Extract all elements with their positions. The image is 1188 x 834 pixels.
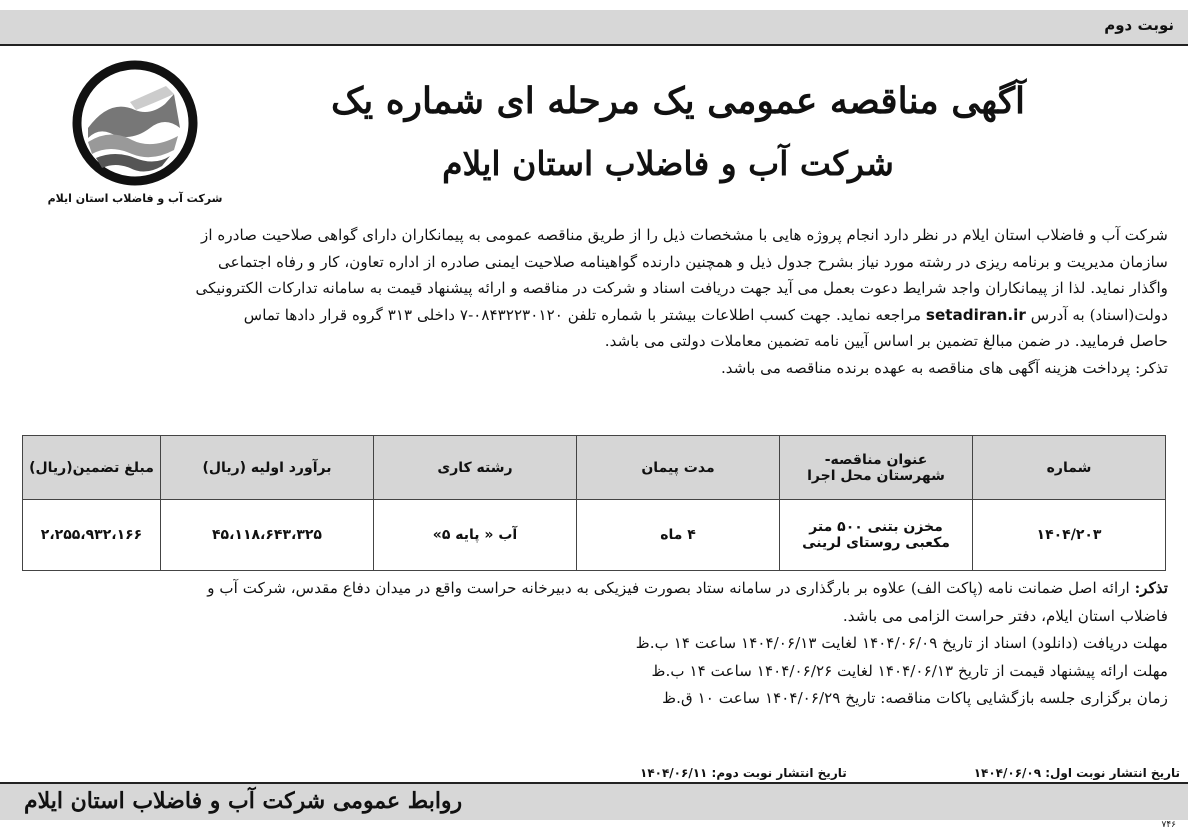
col-number: شماره xyxy=(973,436,1166,500)
publication-second: تاریخ انتشار نوبت دوم: ۱۴۰۴/۰۶/۱۱ xyxy=(640,766,847,780)
opening-session: زمان برگزاری جلسه بازگشایی پاکات مناقصه: تاریخ ۱۴۰۴/۰۶/۲۹ ساعت ۱۰ ق.ظ xyxy=(662,689,1168,707)
footer-text: روابط عمومی شرکت آب و فاضلاب استان ایلام xyxy=(24,788,463,814)
notes-section xyxy=(20,575,1168,713)
cell-guarantee: ۲،۲۵۵،۹۳۲،۱۶۶ xyxy=(23,500,161,571)
company-title: شرکت آب و فاضلاب استان ایلام xyxy=(442,144,894,183)
footer-bar xyxy=(0,782,1188,820)
col-field: رشته کاری xyxy=(374,436,577,500)
cell-title-line1: مخزن بتنی ۵۰۰ متر xyxy=(809,519,943,535)
cell-field: آب « پایه ۵» xyxy=(374,500,577,571)
body-line: سازمان مدیریت و برنامه ریزی در رشته مورد نیاز بشرح جدول ذیل و همچنین دارنده گواهینامه صلاحیت ایمنی صادره از اداره تعاون، کار و رفاه اجتماعی xyxy=(218,252,1168,271)
water-drop-logo-icon xyxy=(70,58,200,188)
col-title-line1: عنوان مناقصه- xyxy=(824,451,928,468)
deadline-download: مهلت دریافت (دانلود) اسناد از تاریخ ۱۴۰۴/۰۶/۰۹ لغایت ۱۴۰۴/۰۶/۱۳ ساعت ۱۴ ب.ظ xyxy=(635,634,1168,652)
body-line: حاصل فرمایید. در ضمن مبالغ تضمین بر اساس آیین نامه تضمین معاملات دولتی می باشد. xyxy=(604,332,1168,350)
col-duration: مدت پیمان xyxy=(577,436,780,500)
top-bar xyxy=(0,10,1188,46)
note-label: تذکر: xyxy=(1134,579,1168,597)
publication-first: تاریخ انتشار نوبت اول: ۱۴۰۴/۰۶/۰۹ xyxy=(973,766,1180,780)
body-note: تذکر: پرداخت هزینه آگهی های مناقصه به عهده برنده مناقصه می باشد. xyxy=(720,358,1168,377)
body-line: شرکت آب و فاضلاب استان ایلام در نظر دارد انجام پروژه هایی با مشخصات ذیل را از طریق مناقصه عمومی به پیمانکاران دارای گواهی صلاحیت صادره از xyxy=(201,226,1168,244)
cell-estimate: ۴۵،۱۱۸،۶۴۳،۳۲۵ xyxy=(161,500,374,571)
table-header-row xyxy=(23,436,1166,500)
note-line: فاضلاب استان ایلام، دفتر حراست الزامی می باشد. xyxy=(842,606,1168,625)
col-estimate: برآورد اولیه (ریال) xyxy=(161,436,374,500)
cell-duration: ۴ ماه xyxy=(577,500,780,571)
cell-number: ۱۴۰۴/۲۰۳ xyxy=(973,500,1166,571)
logo-caption: شرکت آب و فاضلاب استان ایلام xyxy=(47,192,223,205)
col-guarantee: مبلغ تضمین(ریال) xyxy=(23,436,161,500)
col-title-line2: شهرستان محل اجرا xyxy=(807,467,945,484)
publication-dates xyxy=(640,766,1180,780)
col-title xyxy=(780,436,973,500)
website-link[interactable]: setadiran.ir xyxy=(925,305,1026,324)
note-line xyxy=(20,575,1168,603)
page-title: آگهی مناقصه عمومی یک مرحله ای شماره یک xyxy=(331,80,1025,122)
body-line-part: مراجعه نماید. جهت کسب اطلاعات بیشتر با شماره تلفن ۰۸۴۳۲۲۳۰۱۲۰-۷ داخلی ۳۱۳ گروه قرار دادها تماس xyxy=(243,305,922,324)
body-line xyxy=(20,302,1168,329)
page-code: ۷۴۶ xyxy=(1161,820,1176,830)
body-line: واگذار نماید. لذا از پیمانکاران واجد شرایط دعوت بعمل می آید جهت دریافت اسناد و شرکت در مناقصه و ارائه پیشنهاد قیمت به سامانه تدارکات الکترونیکی xyxy=(195,279,1168,297)
table-row xyxy=(23,500,1166,571)
deadline-submit: مهلت ارائه پیشنهاد قیمت از تاریخ ۱۴۰۴/۰۶/۱۳ لغایت ۱۴۰۴/۰۶/۲۶ ساعت ۱۴ ب.ظ xyxy=(651,661,1168,680)
cell-title xyxy=(780,500,973,571)
note-text: ارائه اصل ضمانت نامه (پاکت الف) علاوه بر بارگذاری در سامانه ستاد بصورت فیزیکی به دبیرخانه حراست واقع در میدان دفاع مقدس، شرکت آب و xyxy=(207,579,1130,597)
round-label: نوبت دوم xyxy=(1104,16,1174,34)
announcement-body xyxy=(20,222,1168,381)
company-logo xyxy=(40,58,230,208)
cell-title-line2: مکعبی روستای لرینی xyxy=(802,535,950,551)
body-line-part: دولت(اسناد) به آدرس xyxy=(1030,305,1168,324)
tender-table xyxy=(22,435,1166,571)
